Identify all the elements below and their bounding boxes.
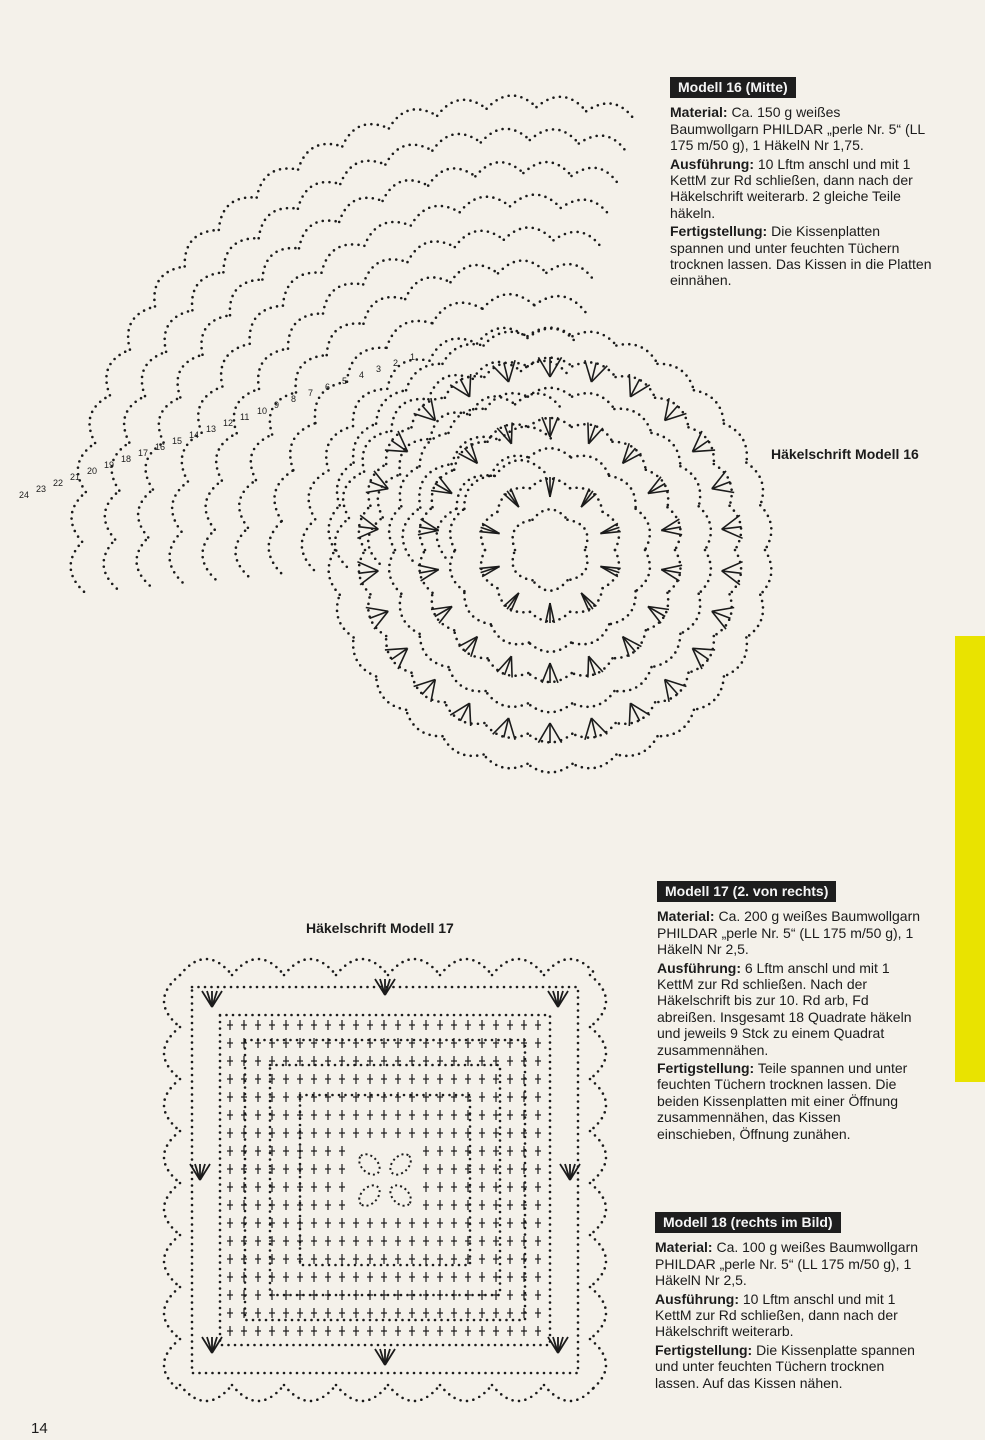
border-scallop — [440, 959, 492, 975]
doily-loop — [528, 328, 573, 337]
chain-arc — [387, 321, 433, 348]
chain-arc — [236, 528, 249, 576]
frame-round — [245, 1040, 525, 1320]
doily-loop — [449, 667, 486, 691]
doily-loop — [636, 509, 650, 550]
doily-loop — [484, 755, 528, 769]
doily-loop — [529, 643, 571, 652]
chain-arc — [257, 168, 298, 197]
doily-loop — [420, 433, 449, 466]
chain-arc — [250, 306, 283, 344]
chain-arc — [498, 261, 546, 274]
doily-loop — [609, 476, 635, 509]
stitch-fan-icon — [712, 608, 734, 630]
chain-arc — [302, 519, 315, 570]
doily-loop — [464, 591, 490, 624]
round-number-label: 6 — [325, 382, 331, 392]
chain-arc — [283, 273, 322, 306]
round-number-label: 8 — [291, 394, 297, 404]
chain-arc — [470, 396, 515, 414]
chain-arc — [90, 395, 110, 443]
chain-arc — [363, 259, 407, 284]
doily-loop — [760, 505, 771, 550]
chain-arc — [309, 470, 329, 519]
chain-arc — [383, 180, 429, 201]
chain-arc — [221, 344, 250, 387]
stitch-fan-icon — [414, 680, 436, 702]
fan-motif-icon — [548, 1337, 568, 1353]
modell-17-label: Modell 17 (2. von rechts) — [657, 881, 836, 902]
chain-arc — [481, 129, 530, 143]
chain-arc — [432, 134, 480, 151]
stitch-fan-icon — [542, 663, 558, 683]
chain-arc — [495, 460, 545, 476]
stitch-fan-icon — [542, 417, 558, 437]
chain-arc — [430, 339, 478, 361]
chain-arc — [239, 480, 256, 528]
doily-loop — [528, 703, 572, 712]
chain-arc — [487, 96, 537, 109]
border-scallop — [590, 1339, 606, 1391]
stitch-fan-icon — [623, 637, 642, 657]
chart-caption-modell-16: Häkelschrift Modell 16 — [771, 446, 919, 462]
doily-loop — [443, 736, 484, 756]
doily-loop — [450, 550, 464, 591]
chain-arc — [457, 475, 495, 508]
chain-arc — [515, 393, 561, 408]
doily-loop — [400, 594, 420, 634]
chain-arc — [405, 277, 450, 299]
modell-16-label: Modell 16 (Mitte) — [670, 77, 796, 98]
doily-loop — [406, 364, 442, 390]
modell-18-instructions — [655, 1212, 919, 1393]
border-scallop — [284, 959, 336, 975]
chain-arc — [299, 221, 339, 249]
doily-loop — [614, 409, 651, 433]
round-number-label: 22 — [53, 478, 64, 488]
border-scallop — [232, 1385, 284, 1401]
stitch-grid — [227, 1020, 541, 1336]
doily-loop — [486, 691, 528, 707]
border-scallop — [590, 1079, 606, 1131]
modell-17-ausfuehrung: Ausführung: 6 Lftm anschl und mit 1 KettM zur Rd schließen. Nach der Häkelschrift bis zur 10. Rd arb, Fd abreißen. Insgesamt 18 Quadrate häkeln und jeweils 9 Stck zu einem Quadrat zusammennähen. — [657, 959, 912, 1058]
doily-loop — [491, 456, 529, 476]
chain-arc — [185, 230, 219, 267]
chain-arc — [586, 103, 635, 120]
chain-arc — [201, 315, 230, 355]
doily-loop — [568, 520, 588, 550]
doily-loop — [533, 580, 568, 590]
fan-motif-icon — [548, 991, 568, 1007]
doily-loop — [746, 463, 763, 506]
stitch-fan-icon — [493, 718, 515, 740]
border-scallop — [492, 1385, 544, 1401]
doily-loop — [694, 390, 724, 423]
border-scallop — [590, 1183, 606, 1235]
border-scallop — [544, 959, 596, 975]
chain-arc — [391, 399, 428, 431]
chain-arc — [510, 195, 561, 208]
doily-loop — [572, 393, 614, 409]
chain-arc — [165, 310, 193, 352]
chain-arc — [72, 492, 86, 542]
chain-arc — [172, 482, 188, 532]
stitch-fan-icon — [431, 477, 452, 494]
chain-arc — [477, 328, 527, 344]
chain-arc — [343, 472, 364, 518]
chain-arc — [437, 100, 486, 116]
doily-loop — [389, 550, 401, 594]
chain-arc — [178, 355, 203, 398]
chain-arc — [259, 208, 298, 238]
border-scallop — [590, 1131, 606, 1183]
border-scallop — [388, 1385, 440, 1401]
stitch-fan-icon — [661, 565, 682, 581]
doily-loop — [616, 736, 657, 756]
modell-17-fertigstellung: Fertigstellung: Teile spannen und unter feuchten Tüchern trocknen lassen. Die beiden Kissenplatten mit einer Öffnung zusammennähen, das Kissen einschieben, Öffnung zunähen. — [657, 1060, 908, 1142]
border-scallop — [440, 1385, 492, 1401]
round-number-label: 12 — [223, 418, 234, 428]
doily-loop — [746, 595, 763, 638]
chain-arc — [523, 162, 571, 176]
doily-loop — [699, 506, 711, 550]
modell-18-ausfuehrung: Ausführung: 10 Lftm anschl und mit 1 KettM zur Rd schließen, dann nach der Häkelschrift weiterarb. — [655, 1290, 898, 1340]
round-number-label: 13 — [206, 424, 217, 434]
crochet-chart-modell-16 — [19, 55, 760, 905]
fan-motif-icon — [202, 991, 222, 1007]
doily-loop — [376, 390, 406, 423]
border-scallop — [164, 1027, 180, 1079]
chain-arc — [342, 124, 389, 146]
chain-arc — [451, 265, 499, 282]
chain-arc — [219, 197, 257, 230]
doily-loop — [616, 344, 657, 364]
doily-loop — [609, 591, 635, 624]
chain-arc — [428, 375, 472, 399]
chain-arc — [170, 532, 183, 583]
chain-arc — [389, 109, 437, 128]
chain-arc — [411, 206, 460, 226]
doily-loop — [337, 463, 354, 506]
stitch-fan-icon — [665, 398, 687, 420]
chain-arc — [192, 272, 223, 310]
doily-loop — [724, 637, 747, 676]
doily-loop — [406, 710, 442, 736]
chain-arc — [288, 313, 323, 348]
chain-arc — [335, 518, 349, 567]
chain-arc — [428, 168, 475, 185]
stitch-fan-icon — [581, 489, 596, 508]
chain-arc — [203, 530, 216, 580]
chain-arc — [296, 355, 327, 392]
chain-arc — [579, 136, 627, 153]
frame-round — [270, 1065, 500, 1295]
chain-arc — [105, 491, 119, 540]
round-number-label: 17 — [138, 448, 149, 458]
chain-arc — [460, 197, 510, 213]
doily-loop — [484, 332, 528, 346]
round-number-label: 5 — [342, 376, 348, 386]
chain-arc — [106, 350, 130, 396]
modell-16-material: Material: Ca. 150 g weißes Baumwollgarn PHILDAR „perle Nr. 5“ (LL 175 m/50 g), 1 HäkelN Nr 1,75. — [670, 104, 925, 154]
stitch-fan-icon — [546, 477, 555, 497]
border-scallop — [164, 1131, 180, 1183]
doily-loop — [376, 676, 406, 709]
doily-loop — [699, 550, 711, 594]
chain-arc — [258, 349, 288, 389]
border-scallop — [590, 1235, 606, 1287]
round-number-label: 1 — [410, 352, 416, 362]
chain-arc — [262, 248, 299, 279]
chain-arc — [251, 435, 272, 481]
border-scallop — [180, 1385, 232, 1401]
chain-arc — [128, 306, 155, 349]
doily-loop — [528, 764, 573, 773]
doily-loop — [513, 520, 533, 550]
chain-arc — [430, 413, 470, 439]
frame-round — [192, 987, 578, 1373]
chain-arc — [230, 280, 263, 316]
stitch-fan-icon — [588, 656, 603, 677]
border-scallop — [590, 1027, 606, 1079]
stitch-fan-icon — [665, 680, 687, 702]
round-number-label: 10 — [257, 406, 268, 416]
round-number-label: 4 — [359, 370, 365, 380]
border-scallop — [336, 959, 388, 975]
doily-loop — [568, 550, 588, 580]
chain-arc — [290, 423, 315, 470]
chain-arc — [572, 168, 619, 185]
doily-loop — [571, 624, 609, 644]
chain-arc — [298, 182, 340, 209]
chain-arc — [530, 129, 579, 143]
doily-loop — [486, 393, 528, 409]
border-scallop — [180, 959, 232, 975]
stitch-fan-icon — [581, 593, 596, 612]
chain-arc — [206, 481, 222, 530]
chain-arc — [223, 238, 258, 272]
round-number-label: 23 — [36, 484, 47, 494]
round-number-label: 14 — [189, 430, 200, 440]
modell-16-fertigstellung: Fertigstellung: Die Kissenplatten spannen und unter feuchten Tüchern trocknen lassen. Das Kissen in die Platten einnähen. — [670, 223, 932, 289]
chain-arc — [534, 296, 586, 313]
doily-loop — [337, 595, 354, 638]
border-scallop — [164, 975, 180, 1027]
modell-18-fertigstellung: Fertigstellung: Die Kissenplatte spannen und unter feuchten Tüchern trocknen lassen. Auf das Kissen nähen. — [655, 1341, 915, 1391]
round-number-label: 18 — [121, 454, 132, 464]
doily-loop — [450, 509, 464, 550]
chain-arc — [432, 303, 482, 324]
chain-arc — [339, 198, 382, 222]
chain-arc — [182, 433, 202, 482]
chain-arc — [323, 284, 363, 314]
chart-caption-modell-17: Häkelschrift Modell 17 — [306, 920, 454, 936]
chain-arc — [298, 144, 342, 170]
border-scallop — [164, 1183, 180, 1235]
center-flower-icon — [355, 1150, 414, 1209]
round-number-label: 24 — [19, 490, 30, 500]
doily-loop — [353, 637, 376, 676]
modell-17-material: Material: Ca. 200 g weißes Baumwollgarn PHILDAR „perle Nr. 5“ (LL 175 m/50 g), 1 HäkelN Nr 2,5. — [657, 908, 921, 958]
border-scallop — [164, 1287, 180, 1339]
doily-loop — [400, 466, 420, 506]
doily-loop — [353, 424, 376, 463]
chain-arc — [554, 232, 603, 249]
modell-18-label: Modell 18 (rechts im Bild) — [655, 1212, 841, 1233]
doily-loop — [533, 509, 568, 519]
doily-loop — [694, 676, 724, 709]
doily-loop — [760, 550, 771, 595]
doily-loop — [571, 456, 609, 476]
yellow-page-tab — [955, 636, 985, 1082]
chain-arc — [504, 227, 554, 240]
stitch-fan-icon — [418, 519, 439, 535]
round-number-label: 3 — [376, 364, 382, 374]
chain-arc — [546, 264, 594, 281]
doily-loop — [636, 550, 650, 591]
doily-loop — [658, 364, 694, 390]
doily-loop — [528, 388, 572, 397]
chain-arc — [216, 433, 236, 480]
round-number-label: 11 — [240, 412, 250, 422]
border-scallop — [164, 1235, 180, 1287]
stitch-fan-icon — [414, 398, 436, 420]
doily-loop — [572, 691, 614, 707]
round-number-label: 16 — [155, 442, 166, 452]
border-scallop — [492, 959, 544, 975]
fan-motif-icon — [375, 979, 395, 995]
round-number-label: 19 — [104, 460, 115, 470]
chain-arc — [322, 244, 365, 272]
chain-arc — [274, 470, 293, 521]
border-scallop — [164, 1339, 180, 1391]
chain-arc — [104, 540, 117, 589]
round-number-label: 15 — [172, 436, 183, 446]
stitch-fan-icon — [504, 593, 519, 612]
doily-loop — [529, 448, 571, 457]
round-number-label: 7 — [308, 388, 314, 398]
doily-loop — [614, 667, 651, 691]
chain-arc — [385, 145, 432, 165]
round-number-label: 9 — [274, 400, 280, 410]
chain-arc — [528, 328, 578, 344]
frame-round — [300, 1095, 470, 1265]
chain-arc — [269, 521, 282, 573]
modell-16-ausfuehrung: Ausführung: 10 Lftm anschl und mit 1 KettM zur Rd schließen, dann nach der Häkelschrift weiterarb. 2 gleiche Teile häkeln. — [670, 155, 913, 221]
chain-arc — [327, 323, 364, 355]
chain-arc — [138, 490, 153, 538]
doily-loop — [724, 424, 747, 463]
round-number-label: 20 — [87, 466, 98, 476]
border-scallop — [232, 959, 284, 975]
modell-18-material: Material: Ca. 100 g weißes Baumwollgarn PHILDAR „perle Nr. 5“ (LL 175 m/50 g), 1 HäkelN Nr 2,5. — [655, 1239, 919, 1289]
doily-loop — [680, 594, 700, 634]
page-number: 14 — [31, 1420, 48, 1437]
round-number-label: 21 — [70, 472, 81, 482]
fan-motif-icon — [375, 1349, 395, 1365]
border-scallop — [544, 1385, 596, 1401]
chain-arc — [124, 396, 145, 443]
chain-arc — [364, 222, 410, 246]
chain-arc — [408, 241, 455, 262]
border-scallop — [284, 1385, 336, 1401]
stitch-fan-icon — [648, 607, 669, 624]
stitch-fan-icon — [504, 489, 519, 508]
chain-arc — [537, 97, 587, 111]
doily-loop — [680, 466, 700, 506]
chain-arc — [340, 161, 385, 184]
chain-arc — [455, 231, 504, 247]
fan-motif-icon — [202, 1337, 222, 1353]
crochet-chart-modell-17 — [150, 945, 620, 1415]
chain-arc — [364, 297, 406, 324]
border-scallop — [388, 959, 440, 975]
doily-loop — [658, 710, 694, 736]
border-scallop — [336, 1385, 388, 1401]
doily-loop — [491, 624, 529, 644]
chain-arc — [475, 162, 523, 176]
stitch-fan-icon — [585, 360, 607, 382]
chain-arc — [437, 509, 457, 558]
border-scallop — [590, 975, 606, 1027]
round-number-label: 2 — [393, 358, 399, 368]
stitch-fan-icon — [366, 471, 388, 493]
chain-arc — [353, 389, 387, 426]
doily-loop — [573, 332, 617, 346]
border-scallop — [164, 1079, 180, 1131]
chain-arc — [112, 443, 130, 491]
doily-loop — [652, 634, 681, 667]
chain-arc — [154, 266, 184, 306]
border-scallop — [590, 1287, 606, 1339]
modell-17-instructions — [657, 881, 921, 1144]
chain-arc — [142, 352, 166, 396]
doily-loop — [513, 550, 533, 580]
doily-loop — [652, 433, 681, 466]
chain-arc — [403, 508, 421, 561]
chain-arc — [483, 294, 535, 308]
chain-arc — [315, 382, 347, 423]
chain-arc — [326, 426, 353, 470]
modell-16-instructions — [670, 77, 932, 291]
chain-arc — [561, 200, 611, 217]
stitch-fan-icon — [546, 603, 555, 623]
chain-arc — [71, 542, 84, 592]
doily-loop — [389, 506, 401, 550]
doily-loop — [573, 755, 617, 769]
chain-arc — [137, 537, 150, 585]
chain-arc — [368, 517, 382, 563]
doily-loop — [420, 634, 449, 667]
doily-loop — [443, 344, 484, 364]
